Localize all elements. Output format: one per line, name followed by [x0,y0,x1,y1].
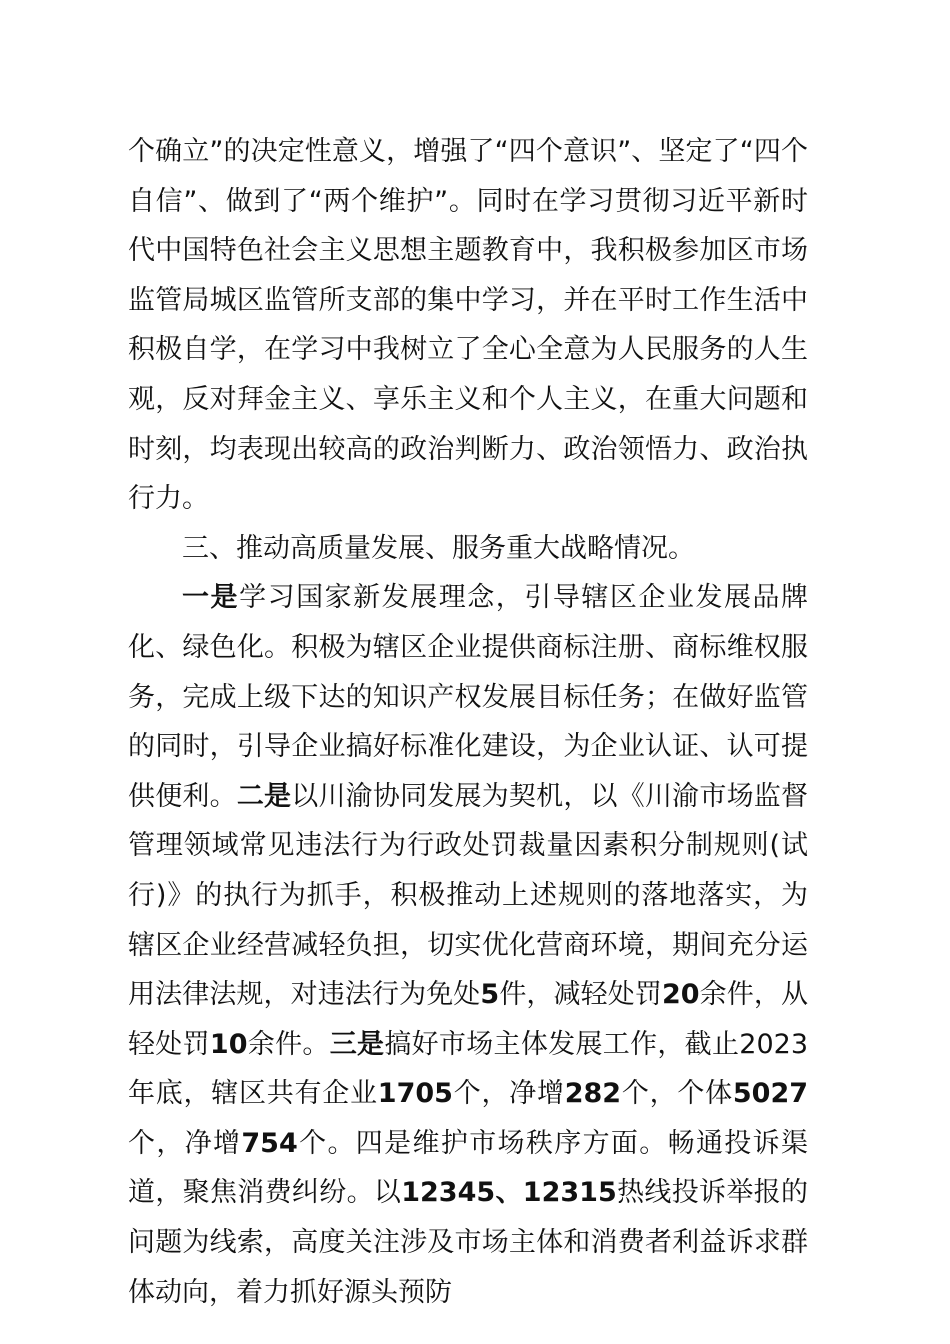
text-run: 个确立”的决定性意义，增强了“四个意识”、坚定了“四个自信”、做到了“两个维护”。同时在学习贯彻习近平新时代中国特色社会主义思想主题教育中，我积极参加区市场监管局城区监管所支部的集中学习，并在平时工作生活中积极自学，在学习中我树立了全心全意为人民服务的人生观，反对拜金主义、享乐主义和个人主义，在重大问题和时刻，均表现出较高的政治判断力、政治领悟力、政治执行力。 [128,136,808,515]
heading-text: 三、推动高质量发展、服务重大战略情况。 [182,532,695,564]
number-individual-businesses: 5027 [732,1078,809,1110]
text-run: 余件，从轻处罚 [128,979,808,1060]
text-run: 件，减轻处罚 [499,979,662,1011]
text-run: 个，净增 [128,1127,242,1159]
text-run: 以川渝协同发展为契机，以《川渝市场监督管理领域常见违法行为行政处罚裁量因素积分制规则(试行)》的执行为抓手，积极推动上述规则的落地落实，为辖区企业经营减轻负担，切实优化营商环境，期间充分运用法律法规，对违法行为免处 [128,780,809,1011]
text-run: 个。四是维护市场秩序方面。畅通投诉渠道，聚焦消费纠纷。以 [128,1127,809,1209]
number-lighter-cases: 10 [209,1028,248,1060]
paragraph-political-stance [128,127,808,524]
number-exempted-cases: 5 [480,979,500,1011]
number-reduced-cases: 20 [661,979,700,1011]
item-marker-one: 一是 [182,582,240,614]
number-enterprises-net-increase: 282 [564,1078,622,1110]
section-heading-high-quality-development [128,524,808,574]
hotline-numbers: 12345、12315 [401,1177,617,1209]
text-run: 余件。 [247,1028,330,1060]
text-run: 个，净增 [452,1078,565,1110]
document-body [128,127,808,1317]
number-enterprises: 1705 [377,1078,453,1110]
text-run: 搞好市场主体发展工作，截止2023年底，辖区共有企业 [128,1028,809,1110]
text-run: 个，个体 [621,1078,733,1110]
number-individual-net-increase: 754 [241,1127,298,1159]
paragraph-development-work [128,573,808,1317]
text-run: 学习国家新发展理念，引导辖区企业发展品牌化、绿色化。积极为辖区企业提供商标注册、商标维权服务，完成上级下达的知识产权发展目标任务；在做好监管的同时，引导企业搞好标准化建设，为企业认证、认可提供便利。 [128,582,809,812]
item-marker-three: 三是 [329,1028,385,1060]
text-run: 热线投诉举报的问题为线索，高度关注涉及市场主体和消费者利益诉求群体动向，着力抓好源头预防 [128,1177,809,1308]
item-marker-two: 二是 [236,780,292,812]
